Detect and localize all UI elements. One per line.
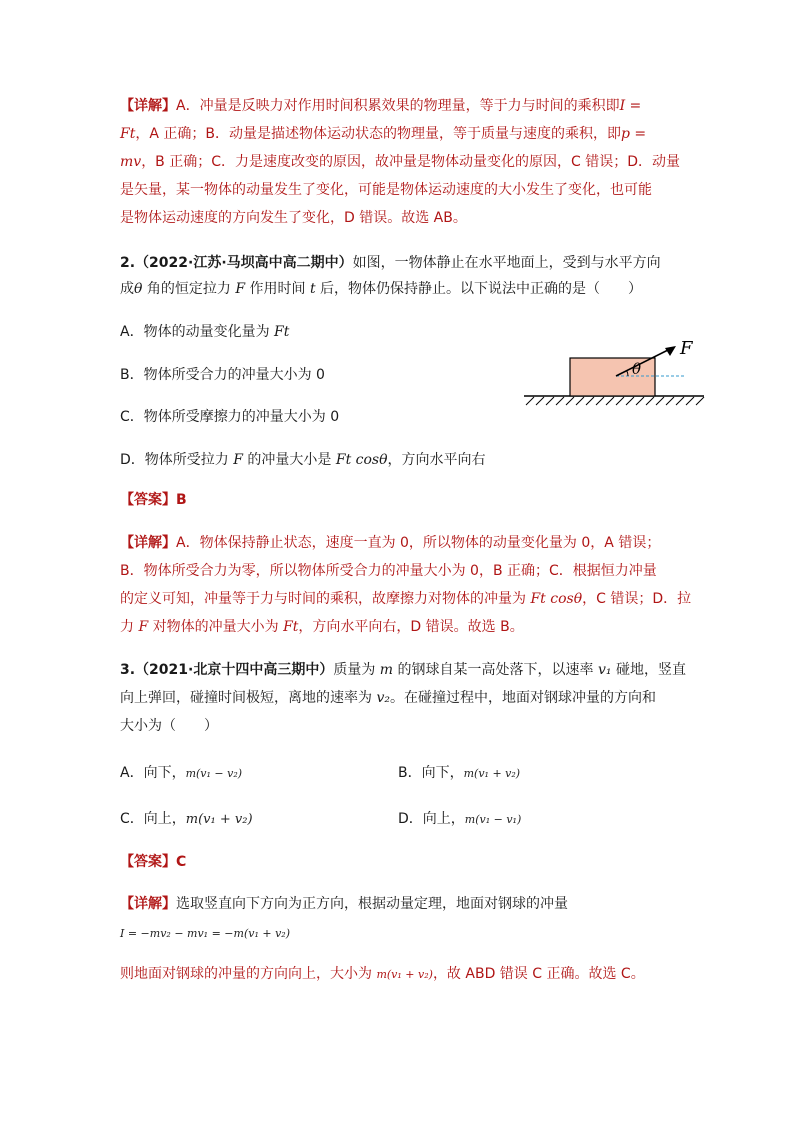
q2-figure <box>520 330 710 412</box>
q1-explain-line-4: 是矢量，某一物体的动量发生了变化，可能是物体运动速度的大小发生了变化，也可能 <box>120 182 652 198</box>
q2-explain-line-2: B．物体所受合力为零，所以物体所受合力的冲量大小为 0，B 正确；C．根据恒力冲量 <box>120 563 657 579</box>
q3-option-c: C．向上，m(v₁ + v₂) <box>120 811 253 827</box>
explain-tag: 【详解】 <box>120 98 176 114</box>
q1-explain-line-2: Ft，A 正确；B．动量是描述物体运动状态的物理量，等于质量与速度的乘积，即p = <box>120 126 647 142</box>
q3-explain-line-1: 【详解】选取竖直向下方向为正方向，根据动量定理，地面对钢球的冲量 <box>120 896 568 912</box>
q3-answer: 【答案】C <box>120 854 187 870</box>
q3-explain-formula: I = −mv₂ − mv₁ = −m(v₁ + v₂) <box>120 927 290 940</box>
q3-stem-line-1: 3.（2021·北京十四中高三期中）质量为 m 的钢球自某一高处落下，以速率 v₁ 碰地，竖直 <box>120 662 686 678</box>
force-label: F <box>680 338 693 359</box>
q1-explain-line-1: 【详解】A．冲量是反映力对作用时间积累效果的物理量，等于力与时间的乘积即I = <box>120 98 642 114</box>
q1-explain-line-3: mv，B 正确；C．力是速度改变的原因，故冲量是物体动量变化的原因，C 错误；D．动量 <box>120 154 681 170</box>
q2-answer: 【答案】B <box>120 492 187 508</box>
q3-option-a: A．向下，m(v₁ − v₂) <box>120 765 243 781</box>
q2-option-a: A．物体的动量变化量为 Ft <box>120 324 290 340</box>
q2-explain-line-1: 【详解】A．物体保持静止状态，速度一直为 0，所以物体的动量变化量为 0，A 错误； <box>120 535 661 551</box>
q2-option-c: C．物体所受摩擦力的冲量大小为 0 <box>120 409 340 425</box>
q3-option-d: D．向上，m(v₁ − v₁) <box>398 811 522 827</box>
q3-explain-line-3: 则地面对钢球的冲量的方向向上，大小为 m(v₁ + v₂)，故 ABD 错误 C 正确。故选 C。 <box>120 966 645 982</box>
q2-explain-line-4: 力 F 对物体的冲量大小为 Ft，方向水平向右，D 错误。故选 B。 <box>120 619 524 635</box>
q2-stem-line-2: 成θ 角的恒定拉力 F 作用时间 t 后，物体仍保持静止。以下说法中正确的是（ ） <box>120 281 643 297</box>
q3-stem-line-3: 大小为（ ） <box>120 718 218 734</box>
q3-stem-line-2: 向上弹回，碰撞时间极短，离地的速率为 v₂。在碰撞过程中，地面对钢球冲量的方向和 <box>120 690 656 706</box>
q2-option-b: B．物体所受合力的冲量大小为 0 <box>120 367 325 383</box>
q2-option-d: D．物体所受拉力 F 的冲量大小是 Ft cosθ，方向水平向右 <box>120 452 486 468</box>
angle-label: θ <box>632 360 642 378</box>
q2-explain-line-3: 的定义可知，冲量等于力与时间的乘积，故摩擦力对物体的冲量为 Ft cosθ，C 错误；D．拉 <box>120 591 692 607</box>
ground-hatching <box>526 397 704 405</box>
q3-option-b: B．向下，m(v₁ + v₂) <box>398 765 521 781</box>
q2-stem-line-1: 2.（2022·江苏·马坝高中高二期中）如图，一物体静止在水平地面上，受到与水平方向 <box>120 255 661 271</box>
q1-explain-line-5: 是物体运动速度的方向发生了变化，D 错误。故选 AB。 <box>120 210 467 226</box>
